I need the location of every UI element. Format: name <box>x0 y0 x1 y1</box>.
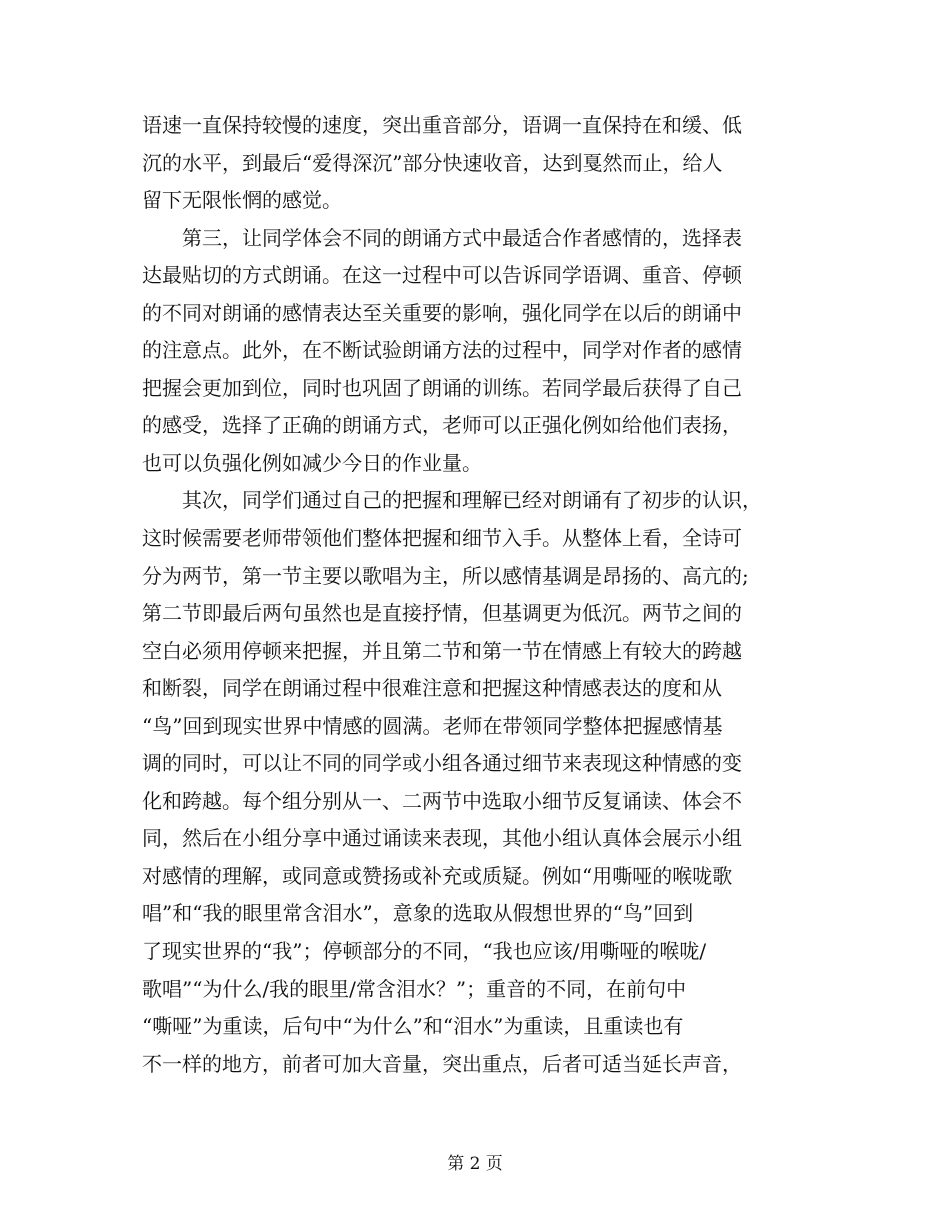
page-number: 第 2 页 <box>447 1154 503 1174</box>
text-line: 达最贴切的方式朗诵。在这一过程中可以告诉同学语调、重音、停顿 <box>142 263 742 288</box>
text-line: 留下无限怅惘的感觉。 <box>142 188 342 213</box>
text-line: 同，然后在小组分享中通过诵读来表现，其他小组认真体会展示小组 <box>142 826 742 851</box>
text-line: 的不同对朗诵的感情表达至关重要的影响，强化同学在以后的朗诵中 <box>142 300 742 325</box>
text-line: 化和跨越。每个组分别从一、二两节中选取小细节反复诵读、体会不 <box>142 788 742 813</box>
text-line: 也可以负强化例如减少今日的作业量。 <box>142 450 482 475</box>
text-line: “嘶哑”为重读，后句中“为什么”和“泪水”为重读，且重读也有 <box>142 1014 684 1039</box>
text-line: 沉的水平，到最后“爱得深沉”部分快速收音，达到戛然而止，给人 <box>142 150 723 175</box>
text-line: 分为两节，第一节主要以歌唱为主，所以感情基调是昂扬的、高亢的; <box>142 563 749 588</box>
text-line: 的注意点。此外，在不断试验朗诵方法的过程中，同学对作者的感情 <box>142 338 742 363</box>
body-text <box>142 107 812 1083</box>
text-line: 了现实世界的“我”；停顿部分的不同，“我也应该/用嘶哑的喉咙/ <box>142 939 707 964</box>
text-line: 第二节即最后两句虽然也是直接抒情，但基调更为低沉。两节之间的 <box>142 601 742 626</box>
text-line: 第三，让同学体会不同的朗诵方式中最适合作者感情的，选择表 <box>142 225 742 250</box>
text-line: 这时候需要老师带领他们整体把握和细节入手。从整体上看，全诗可 <box>142 526 742 551</box>
text-line: 对感情的理解，或同意或赞扬或补充或质疑。例如“用嘶哑的喉咙歌 <box>142 863 733 888</box>
text-line: 其次，同学们通过自己的把握和理解已经对朗诵有了初步的认识， <box>142 488 762 513</box>
text-line: 唱”和“我的眼里常含泪水”，意象的选取从假想世界的“鸟”回到 <box>142 901 694 926</box>
text-line: 歌唱”“为什么/我的眼里/常含泪水？”；重音的不同，在前句中 <box>142 976 687 1001</box>
text-line: 调的同时，可以让不同的同学或小组各通过细节来表现这种情感的变 <box>142 751 742 776</box>
text-line: 把握会更加到位，同时也巩固了朗诵的训练。若同学最后获得了自己 <box>142 375 742 400</box>
text-line: “鸟”回到现实世界中情感的圆满。老师在带领同学整体把握感情基 <box>142 713 723 738</box>
text-line: 空白必须用停顿来把握，并且第二节和第一节在情感上有较大的跨越 <box>142 638 742 663</box>
text-line: 语速一直保持较慢的速度，突出重音部分，语调一直保持在和缓、低 <box>142 113 742 137</box>
text-line: 和断裂，同学在朗诵过程中很难注意和把握这种情感表达的度和从 <box>142 676 722 701</box>
text-line: 不一样的地方，前者可加大音量，突出重点，后者可适当延长声音， <box>142 1051 742 1076</box>
text-line: 的感受，选择了正确的朗诵方式，老师可以正强化例如给他们表扬， <box>142 413 742 438</box>
